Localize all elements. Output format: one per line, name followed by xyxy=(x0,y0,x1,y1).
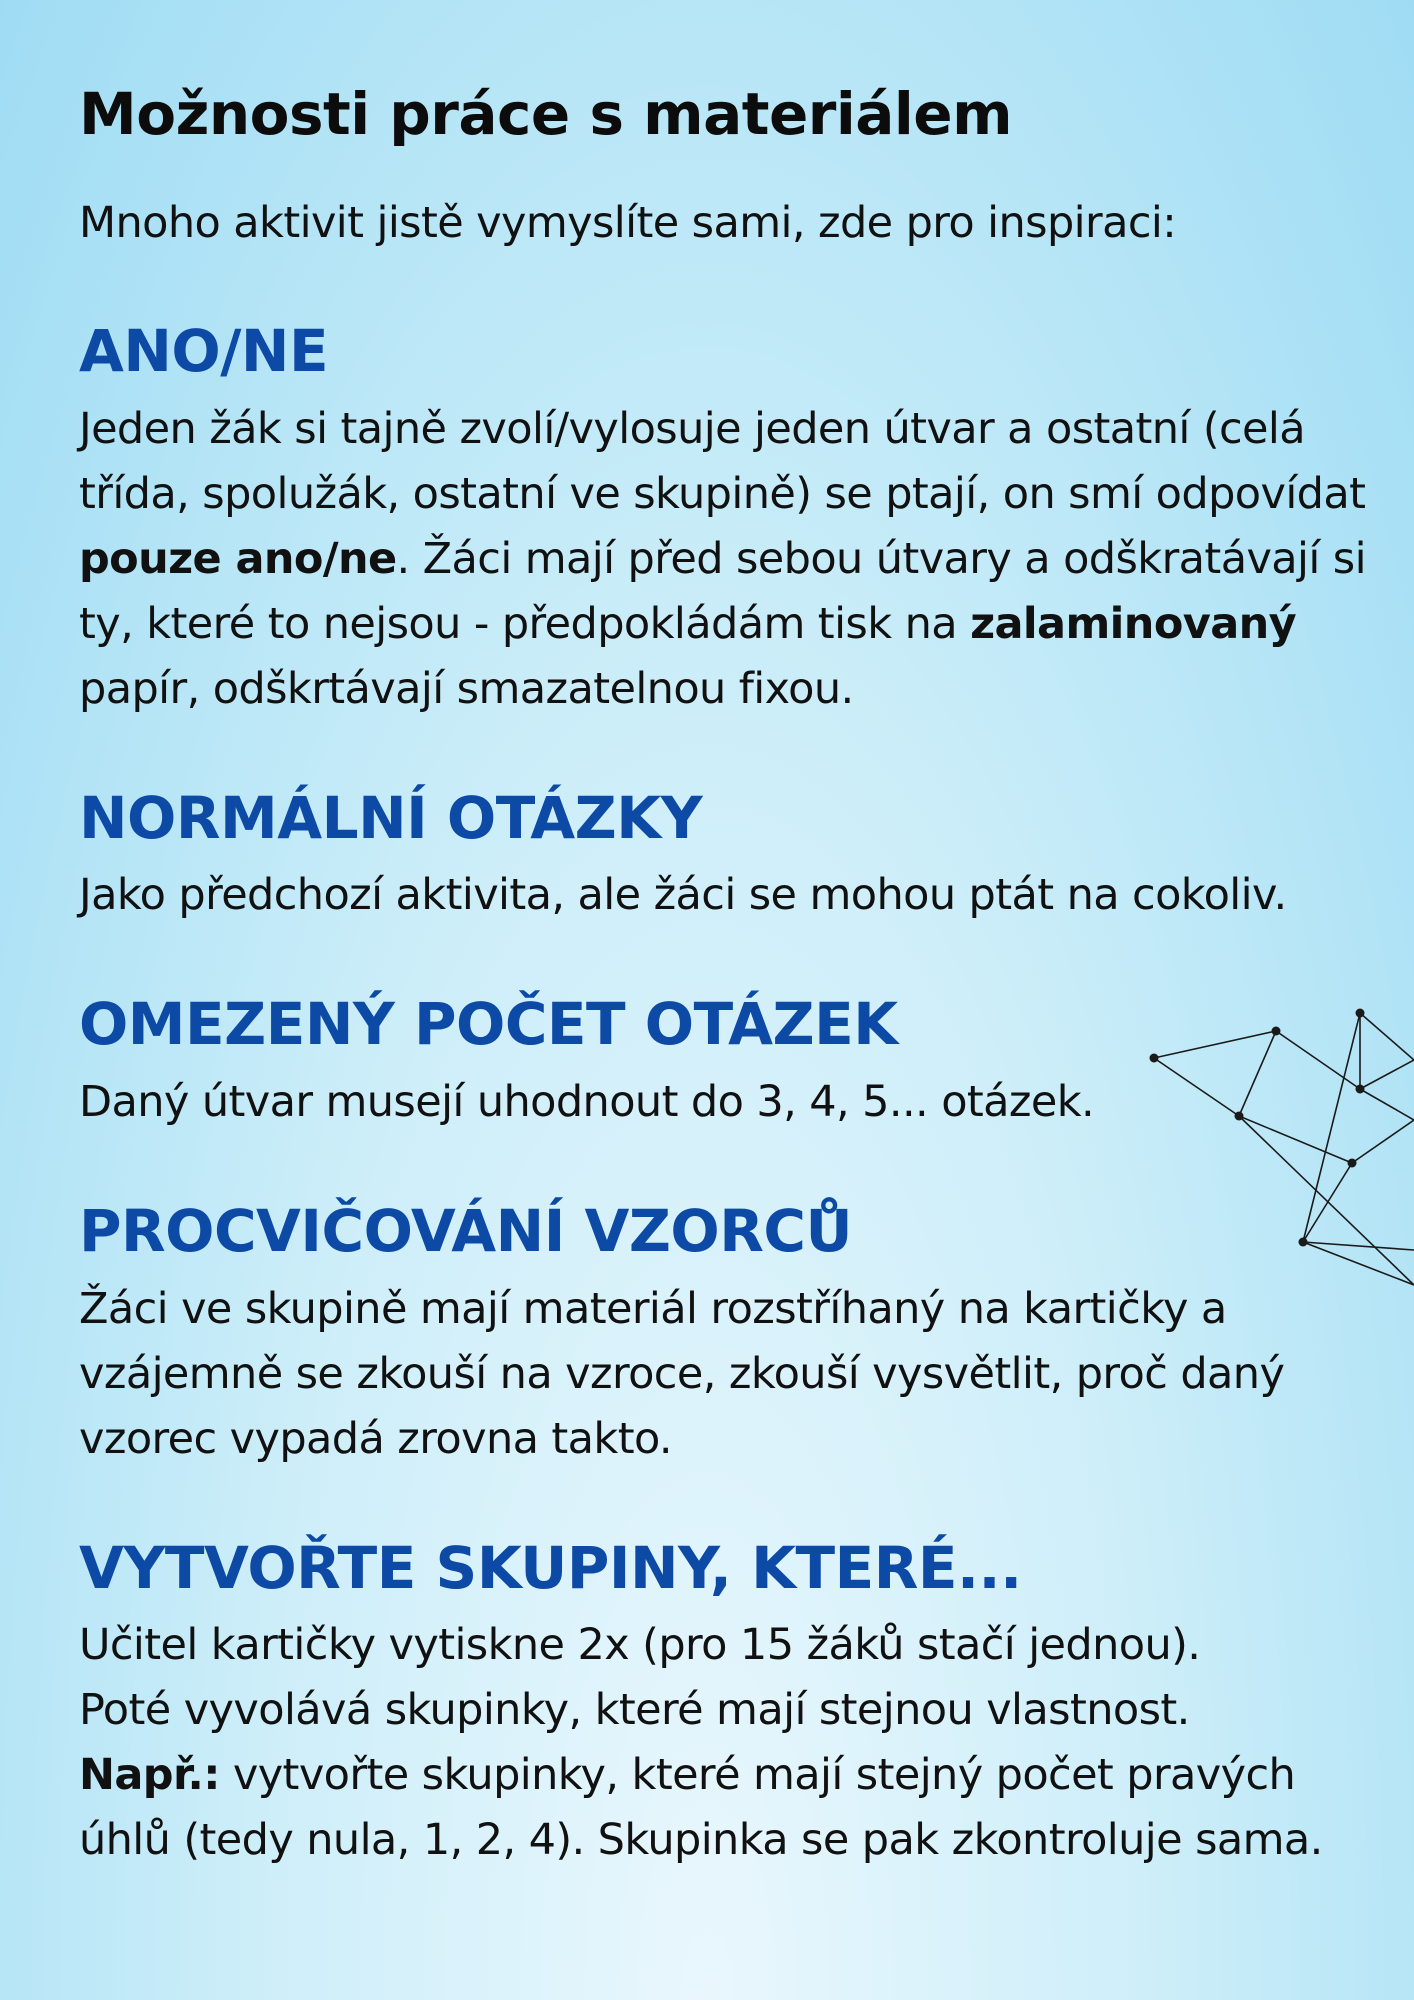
bold-text: zalaminovaný xyxy=(970,598,1297,649)
section-body: Žáci ve skupině mají materiál rozstříhaný na kartičky a vzájemně se zkouší na vzroce, zkouší vysvětlit, proč daný vzorec vypadá zrovna takto. xyxy=(79,1283,1285,1464)
section-heading: VYTVOŘTE SKUPINY, KTERÉ... xyxy=(79,1533,1022,1602)
section-ano-ne xyxy=(79,317,1379,722)
section-body: Jako předchozí aktivita, ale žáci se mohou ptát na cokoliv. xyxy=(79,870,1287,921)
section-normalni-otazky xyxy=(79,784,1379,929)
section-heading: ANO/NE xyxy=(79,317,329,386)
body-text-part: Jeden žák si tajně zvolí/vylosuje jeden útvar a ostatní (celá třída, spolužák, ostatní ve skupině) se ptají, on smí odpovídat xyxy=(79,403,1366,519)
body-text-part: . Žáci mají před sebou útvary a odškratávají si ty, které to nejsou - předpokládám tisk na xyxy=(79,533,1366,649)
bold-text: Např.: xyxy=(79,1750,220,1801)
body-line: Učitel kartičky vytiskne 2x (pro 15 žáků stačí jednou). xyxy=(79,1620,1201,1671)
section-body: Daný útvar musejí uhodnout do 3, 4, 5... otázek. xyxy=(79,1076,1095,1127)
section-heading: OMEZENÝ POČET OTÁZEK xyxy=(79,990,898,1059)
section-body xyxy=(79,397,1379,722)
body-line: Poté vyvolává skupinky, které mají stejnou vlastnost. xyxy=(79,1685,1190,1736)
body-text-part: papír, odškrtávají smazatelnou fixou. xyxy=(79,663,854,714)
section-heading: NORMÁLNÍ OTÁZKY xyxy=(79,783,703,852)
page-title: Možnosti práce s materiálem xyxy=(79,80,1013,148)
bold-text: pouze ano/ne xyxy=(79,533,397,584)
section-vytvorte-skupiny xyxy=(79,1534,1379,1874)
document-page xyxy=(79,80,1379,1873)
body-text-part: vytvořte skupinky, které mají stejný počet pravých úhlů (tedy nula, 1, 2, 4). Skupinka se pak zkontroluje sama. xyxy=(79,1750,1323,1866)
section-body xyxy=(79,1613,1379,1873)
section-heading: PROCVIČOVÁNÍ VZORCŮ xyxy=(79,1196,853,1265)
intro-text: Mnoho aktivit jistě vymyslíte sami, zde pro inspiraci: xyxy=(79,197,1177,248)
network-lines-graphic xyxy=(1140,1000,1414,1300)
